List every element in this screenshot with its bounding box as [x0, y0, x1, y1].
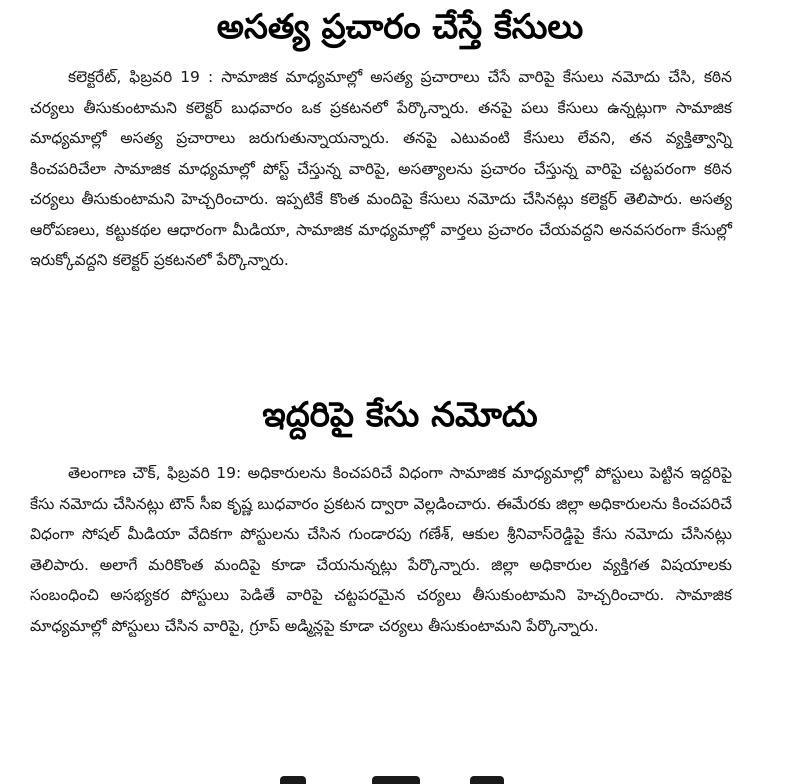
article-headline-case-registered: ఇద్దరిపై కేసు నమోదు: [262, 395, 538, 435]
cropped-text-fragment: [470, 776, 504, 784]
article-body-false-propaganda: కలెక్టరేట్, ఫిబ్రవరి 19 : సామాజిక మాధ్యమాల్లో అసత్య ప్రచారాలు చేసే వారిపై కేసులు నమోదు చేసి, కఠిన చర్యలు తీసుకుంటామని కలెక్టర్ బుధవారం ఒక ప్రకటనలో పేర్కొన్నారు. తనపై పలు కేసులు ఉన్నట్లుగా సామాజిక మాధ్యమాల్లో అసత్య ప్రచారాలు జరుగుతున్నాయన్నారు. తనపై ఎటువంటి కేసులు లేవని, తన వ్యక్తిత్వాన్ని కించపరిచేలా సామాజిక మాధ్యమాల్లో పోస్ట్ చేస్తున్న వారిపై, అసత్యాలను ప్రచారం చేస్తున్న వారిపై చట్టపరంగా కఠిన చర్యలు తీసుకుంటామని హెచ్చరించారు. ఇప్పటికే కొంత మందిపై కేసులు నమోదు చేసినట్లు కలెక్టర్ తెలిపారు. అసత్య ఆరోపణలు, కట్టుకథల ఆధారంగా మీడియా, సామాజిక మాధ్యమాల్లో వార్తలు ప్రచారం చేయవద్దని అనవసరంగా కేసుల్లో ఇరుక్కోవద్దని కలెక్టర్ ప్రకటనలో పేర్కొన్నారు.: [30, 68, 732, 269]
cropped-text-fragment: [280, 776, 306, 784]
cropped-text-fragment: [372, 776, 420, 784]
article-body-case-registered: తెలంగాణ చౌక్, ఫిబ్రవరి 19: అధికారులను కించపరిచే విధంగా సామాజిక మాధ్యమాల్లో పోస్టులు పెట్టిన ఇద్దరిపై కేసు నమోదు చేసినట్లు టౌన్ సీఐ కృష్ణ బుధవారం ప్రకటన ద్వారా వెల్లడించారు. ఈమేరకు జిల్లా అధికారులను కించపరిచే విధంగా సోషల్ మీడియా వేదికగా పోస్టులను చేసిన గుండారపు గణేశ్, ఆకుల శ్రీనివాస్‌రెడ్డిపై కేసు నమోదు చేసినట్లు తెలిపారు. అలాగే మరికొంత మందిపై కూడా చేయనున్నట్లు పేర్కొన్నారు. జిల్లా అధికారుల వ్యక్తిగత విషయాలకు సంబంధించి అసభ్యకర పోస్టులు పెడితే వారిపై చట్టపరమైన చర్యలు తీసుకుంటామని హెచ్చరించారు. సామాజిక మాధ్యమాల్లో పోస్టులు చేసిన వారిపై, గ్రూప్ అడ్మిన్లపై కూడా చర్యలు తీసుకుంటామని పేర్కొన్నారు.: [30, 464, 732, 635]
article-headline-false-propaganda: అసత్య ప్రచారం చేస్తే కేసులు: [216, 7, 584, 47]
